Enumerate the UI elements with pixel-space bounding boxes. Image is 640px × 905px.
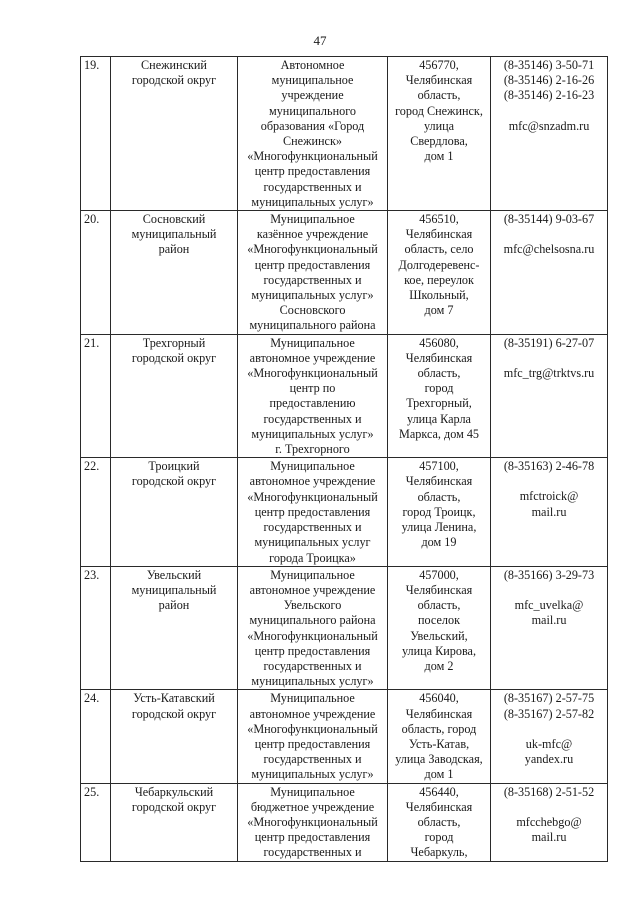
organization-name-line: города Троицка» xyxy=(269,550,356,565)
organization-name-line: «Многофункциональный xyxy=(247,489,378,504)
organization-name xyxy=(238,57,388,211)
postal-address-line: 456080, xyxy=(419,335,459,350)
municipality-name-line: городской округ xyxy=(131,350,217,365)
postal-address-line: Маркса, дом 45 xyxy=(398,426,480,441)
postal-address-line: улица Кирова, xyxy=(401,643,477,658)
organization-name-line: центр предоставления xyxy=(254,164,371,179)
contact-info xyxy=(491,211,608,335)
postal-address-line: Челябинская xyxy=(405,227,473,242)
contact-info xyxy=(491,57,608,211)
organization-name-line: центр предоставления xyxy=(254,643,371,658)
email-address: mfcchebgo@ xyxy=(516,814,582,829)
email-address: mfc_trg@trktvs.ru xyxy=(503,365,595,380)
email-address: mfc@chelsosna.ru xyxy=(503,242,595,257)
row-number: 19. xyxy=(81,57,111,211)
municipality-name-line: городской округ xyxy=(131,474,217,489)
email-address: mfc@snzadm.ru xyxy=(508,118,590,133)
organization-name-line: автономное учреждение xyxy=(249,474,376,489)
organization-name-line: муниципальных услуг» xyxy=(251,426,374,441)
postal-address-line: Челябинская xyxy=(405,706,473,721)
postal-address-line: дом 1 xyxy=(424,767,454,782)
postal-address xyxy=(388,458,491,566)
postal-address-line: область, xyxy=(417,366,461,381)
organization-name-line: государственных и xyxy=(263,845,362,860)
phone-number: (8-35144) 9-03-67 xyxy=(503,212,595,227)
phone-number: (8-35146) 2-16-26 xyxy=(503,73,595,88)
postal-address-line: 457100, xyxy=(419,459,459,474)
municipality-name-line: Трехгорный xyxy=(142,335,206,350)
municipality-name-line: Усть-Катавский xyxy=(133,691,215,706)
organization-name-line: «Многофункциональный xyxy=(247,149,378,164)
email-address: mail.ru xyxy=(531,613,567,628)
organization-name-line: Автономное xyxy=(280,58,345,72)
organization-name-line: муниципального xyxy=(269,103,356,118)
organization-name-line: предоставлению xyxy=(269,396,356,411)
postal-address xyxy=(388,783,491,861)
postal-address-line: область, село xyxy=(404,242,474,257)
municipality-name xyxy=(111,458,238,566)
municipality-name xyxy=(111,566,238,690)
phone-number: (8-35146) 2-16-23 xyxy=(503,88,595,103)
phone-number: (8-35163) 2-46-78 xyxy=(503,459,595,474)
organization-name-line: Муниципальное xyxy=(270,212,355,227)
postal-address xyxy=(388,690,491,783)
organization-name-line: Муниципальное xyxy=(270,691,355,706)
organization-name-line: «Многофункциональный xyxy=(247,814,378,829)
mfc-registry-table xyxy=(80,56,608,862)
email-address: mfc_uvelka@ xyxy=(514,597,584,612)
organization-name-line: муниципальных услуг» xyxy=(251,767,374,782)
organization-name-line: Сосновского xyxy=(279,303,346,318)
postal-address-line: область, xyxy=(417,489,461,504)
organization-name-line: государственных и xyxy=(263,658,362,673)
postal-address-line: дом 1 xyxy=(424,149,454,164)
postal-address xyxy=(388,211,491,335)
organization-name-line: центр предоставления xyxy=(254,736,371,751)
organization-name-line: Муниципальное xyxy=(270,335,355,350)
postal-address-line: улица Заводская, xyxy=(395,752,483,767)
postal-address-line: улица Карла xyxy=(407,411,471,426)
row-number: 21. xyxy=(81,334,111,458)
organization-name-line: государственных и xyxy=(263,179,362,194)
postal-address-line: город xyxy=(424,830,454,845)
postal-address-line: улица xyxy=(423,118,455,133)
municipality-name-line: район xyxy=(158,598,190,613)
postal-address-line: дом 19 xyxy=(421,535,457,550)
table-row xyxy=(81,566,608,690)
contact-info xyxy=(491,783,608,861)
page-number: 47 xyxy=(313,33,327,48)
postal-address xyxy=(388,57,491,211)
registry-body xyxy=(81,57,608,862)
organization-name-line: бюджетное учреждение xyxy=(250,799,375,814)
postal-address-line: кое, переулок xyxy=(404,272,474,287)
municipality-name-line: муниципальный xyxy=(131,227,217,242)
postal-address xyxy=(388,566,491,690)
postal-address-line: город Троицк, xyxy=(402,504,476,519)
postal-address-line: Увельский, xyxy=(410,628,468,643)
organization-name-line: муниципальных услуг» xyxy=(251,288,374,303)
contact-info xyxy=(491,690,608,783)
email-address: yandex.ru xyxy=(524,751,574,766)
postal-address-line: Челябинская xyxy=(405,582,473,597)
postal-address-line: 456040, xyxy=(419,691,459,706)
email-address: uk-mfc@ xyxy=(525,736,573,751)
organization-name-line: учреждение xyxy=(281,88,344,103)
table-row xyxy=(81,211,608,335)
postal-address-line: дом 7 xyxy=(424,303,454,318)
phone-number: (8-35146) 3-50-71 xyxy=(503,58,595,72)
organization-name-line: автономное учреждение xyxy=(249,582,376,597)
municipality-name-line: Увельский xyxy=(146,567,202,582)
postal-address-line: Усть-Катав, xyxy=(408,736,470,751)
contact-info xyxy=(491,566,608,690)
postal-address-line: 457000, xyxy=(419,567,459,582)
postal-address-line: область, xyxy=(417,814,461,829)
municipality-name-line: городской округ xyxy=(131,799,217,814)
organization-name xyxy=(238,783,388,861)
municipality-name xyxy=(111,334,238,458)
organization-name-line: государственных и xyxy=(263,752,362,767)
email-address: mail.ru xyxy=(531,829,567,844)
municipality-name xyxy=(111,57,238,211)
municipality-name-line: городской округ xyxy=(131,706,217,721)
organization-name-line: казённое учреждение xyxy=(256,227,369,242)
row-number: 25. xyxy=(81,783,111,861)
municipality-name-line: муниципальный xyxy=(131,582,217,597)
table-row xyxy=(81,334,608,458)
organization-name-line: государственных и xyxy=(263,411,362,426)
municipality-name-line: Чебаркульский xyxy=(134,784,214,799)
municipality-name xyxy=(111,211,238,335)
organization-name-line: муниципальных услуг» xyxy=(251,674,374,689)
organization-name-line: Снежинск» xyxy=(283,134,342,149)
email-address: mfctroick@ xyxy=(519,489,579,504)
contact-info xyxy=(491,458,608,566)
organization-name-line: центр предоставления xyxy=(254,504,371,519)
postal-address-line: улица Ленина, xyxy=(401,520,477,535)
contact-info xyxy=(491,334,608,458)
organization-name-line: муниципальное xyxy=(271,73,354,88)
organization-name-line: государственных и xyxy=(263,272,362,287)
postal-address-line: Челябинская xyxy=(405,350,473,365)
organization-name-line: г. Трехгорного xyxy=(275,442,350,457)
organization-name-line: муниципальных услуг xyxy=(254,535,371,550)
organization-name-line: Муниципальное xyxy=(270,784,355,799)
organization-name-line: образования «Город xyxy=(260,118,365,133)
row-number: 23. xyxy=(81,566,111,690)
postal-address-line: Челябинская xyxy=(405,474,473,489)
organization-name xyxy=(238,211,388,335)
table-row xyxy=(81,458,608,566)
postal-address-line: дом 2 xyxy=(424,658,454,673)
postal-address-line: Челябинская xyxy=(405,799,473,814)
postal-address-line: Трехгорный, xyxy=(406,396,472,411)
organization-name xyxy=(238,690,388,783)
municipality-name xyxy=(111,783,238,861)
organization-name-line: муниципального района xyxy=(249,318,376,333)
municipality-name xyxy=(111,690,238,783)
postal-address-line: 456510, xyxy=(419,212,459,227)
organization-name-line: центр предоставления xyxy=(254,830,371,845)
organization-name xyxy=(238,334,388,458)
postal-address-line: поселок xyxy=(418,613,460,628)
table-row xyxy=(81,690,608,783)
organization-name xyxy=(238,566,388,690)
municipality-name-line: Сосновский xyxy=(142,212,206,227)
row-number: 20. xyxy=(81,211,111,335)
postal-address-line: Школьный, xyxy=(409,288,469,303)
municipality-name-line: Троицкий xyxy=(148,459,200,474)
organization-name-line: государственных и xyxy=(263,520,362,535)
organization-name-line: центр по xyxy=(289,381,336,396)
municipality-name-line: район xyxy=(158,242,190,257)
postal-address-line: город xyxy=(424,381,454,396)
row-number: 24. xyxy=(81,690,111,783)
postal-address-line: Долгодеревенс- xyxy=(398,257,480,272)
organization-name-line: муниципальных услуг» xyxy=(251,194,374,209)
phone-number: (8-35166) 3-29-73 xyxy=(503,567,595,582)
email-address: mail.ru xyxy=(531,504,567,519)
postal-address-line: область, xyxy=(417,88,461,103)
phone-number: (8-35167) 2-57-82 xyxy=(503,706,595,721)
organization-name-line: автономное учреждение xyxy=(249,350,376,365)
postal-address-line: Чебаркуль, xyxy=(410,845,468,860)
organization-name-line: Увельского xyxy=(283,598,342,613)
postal-address-line: Свердлова, xyxy=(410,134,468,149)
organization-name-line: «Многофункциональный xyxy=(247,721,378,736)
organization-name xyxy=(238,458,388,566)
postal-address xyxy=(388,334,491,458)
organization-name-line: Муниципальное xyxy=(270,459,355,474)
organization-name-line: «Многофункциональный xyxy=(247,366,378,381)
postal-address-line: 456770, xyxy=(419,58,459,72)
organization-name-line: «Многофункциональный xyxy=(247,628,378,643)
postal-address-line: 456440, xyxy=(419,784,459,799)
postal-address-line: город Снежинск, xyxy=(395,103,483,118)
table-row xyxy=(81,57,608,211)
postal-address-line: область, город xyxy=(401,721,477,736)
organization-name-line: «Многофункциональный xyxy=(247,242,378,257)
organization-name-line: центр предоставления xyxy=(254,257,371,272)
postal-address-line: область, xyxy=(417,598,461,613)
municipality-name-line: Снежинский xyxy=(141,58,207,72)
municipality-name-line: городской округ xyxy=(131,73,217,88)
organization-name-line: Муниципальное xyxy=(270,567,355,582)
table-row xyxy=(81,783,608,861)
row-number: 22. xyxy=(81,458,111,566)
phone-number: (8-35168) 2-51-52 xyxy=(503,784,595,799)
phone-number: (8-35167) 2-57-75 xyxy=(503,691,595,706)
organization-name-line: муниципального района xyxy=(249,613,376,628)
postal-address-line: Челябинская xyxy=(405,73,473,88)
organization-name-line: автономное учреждение xyxy=(249,706,376,721)
phone-number: (8-35191) 6-27-07 xyxy=(503,335,595,350)
